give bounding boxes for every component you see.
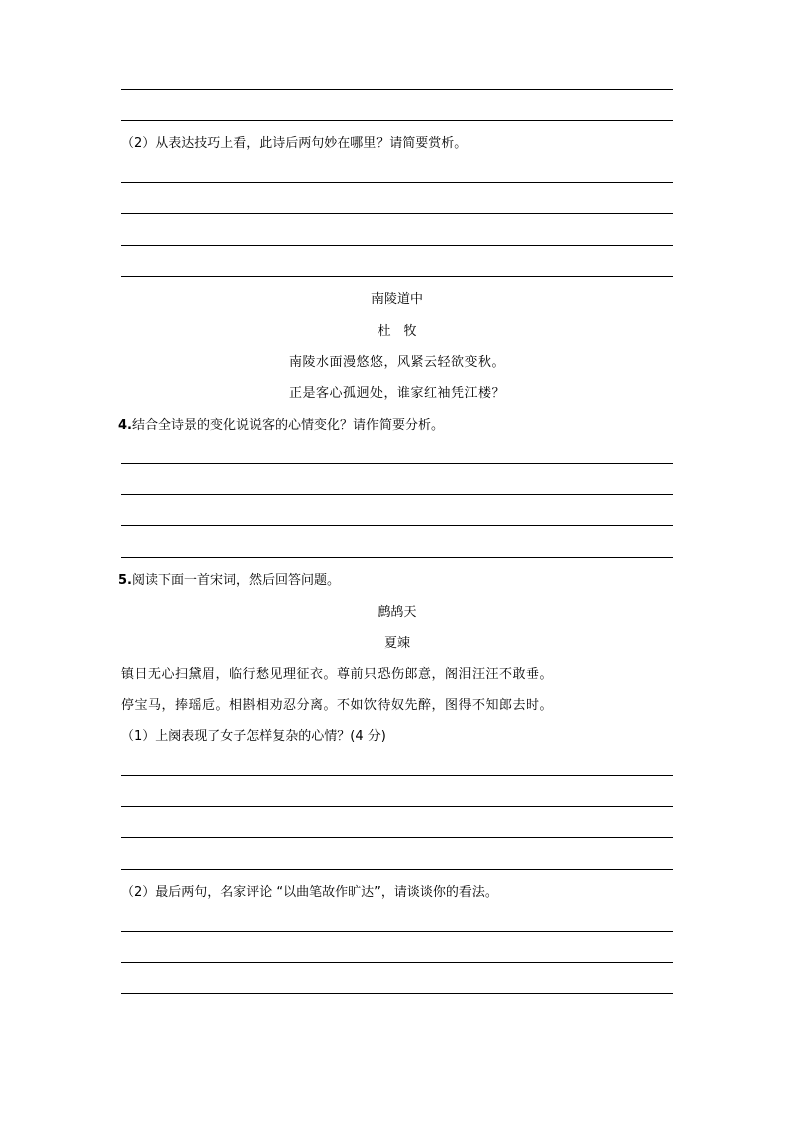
question-number: 4. xyxy=(118,418,132,433)
answer-line xyxy=(121,213,673,214)
question-3-part-2: （2）从表达技巧上看，此诗后两句妙在哪里？请简要赏析。 xyxy=(121,136,468,151)
poem-line: 停宝马，捧瑶卮。相斟相劝忍分离。不如饮待奴先醉，图得不知郎去时。 xyxy=(121,698,554,713)
answer-line xyxy=(121,557,673,558)
answer-line xyxy=(121,245,673,246)
answer-line xyxy=(121,962,673,963)
answer-line xyxy=(121,182,673,183)
question-5 xyxy=(118,573,340,589)
question-text: 阅读下面一首宋词，然后回答问题。 xyxy=(131,573,340,588)
poem-title: 南陵道中 xyxy=(370,292,423,307)
answer-line xyxy=(121,931,673,932)
poem-title: 鹧鸪天 xyxy=(377,605,417,620)
answer-line xyxy=(121,806,673,807)
poem-line: 镇日无心扫黛眉，临行愁见理征衣。尊前只恐伤郎意，阁泪汪汪不敢垂。 xyxy=(121,667,554,682)
answer-line xyxy=(121,276,673,277)
question-5-part-1: （1）上阕表现了女子怎样复杂的心情？(4 分) xyxy=(121,729,386,744)
poem-line: 南陵水面漫悠悠，风紧云轻欲变秋。 xyxy=(288,355,505,370)
answer-line xyxy=(121,89,673,90)
question-5-part-2: （2）最后两句，名家评论 “以曲笔故作旷达”，请谈谈你的看法。 xyxy=(121,885,498,900)
answer-line xyxy=(121,463,673,464)
answer-line xyxy=(121,837,673,838)
poem-author: 夏竦 xyxy=(383,636,410,651)
answer-line xyxy=(121,775,673,776)
poem-author: 杜 牧 xyxy=(377,324,417,339)
answer-line xyxy=(121,525,673,526)
answer-line xyxy=(121,120,673,121)
question-text: 结合全诗景的变化说说客的心情变化？请作简要分析。 xyxy=(131,418,444,433)
poem-line: 正是客心孤迥处，谁家红袖凭江楼？ xyxy=(288,386,505,401)
answer-line xyxy=(121,494,673,495)
answer-line xyxy=(121,993,673,994)
answer-line xyxy=(121,869,673,870)
question-number: 5. xyxy=(118,573,132,588)
question-4 xyxy=(118,418,444,434)
